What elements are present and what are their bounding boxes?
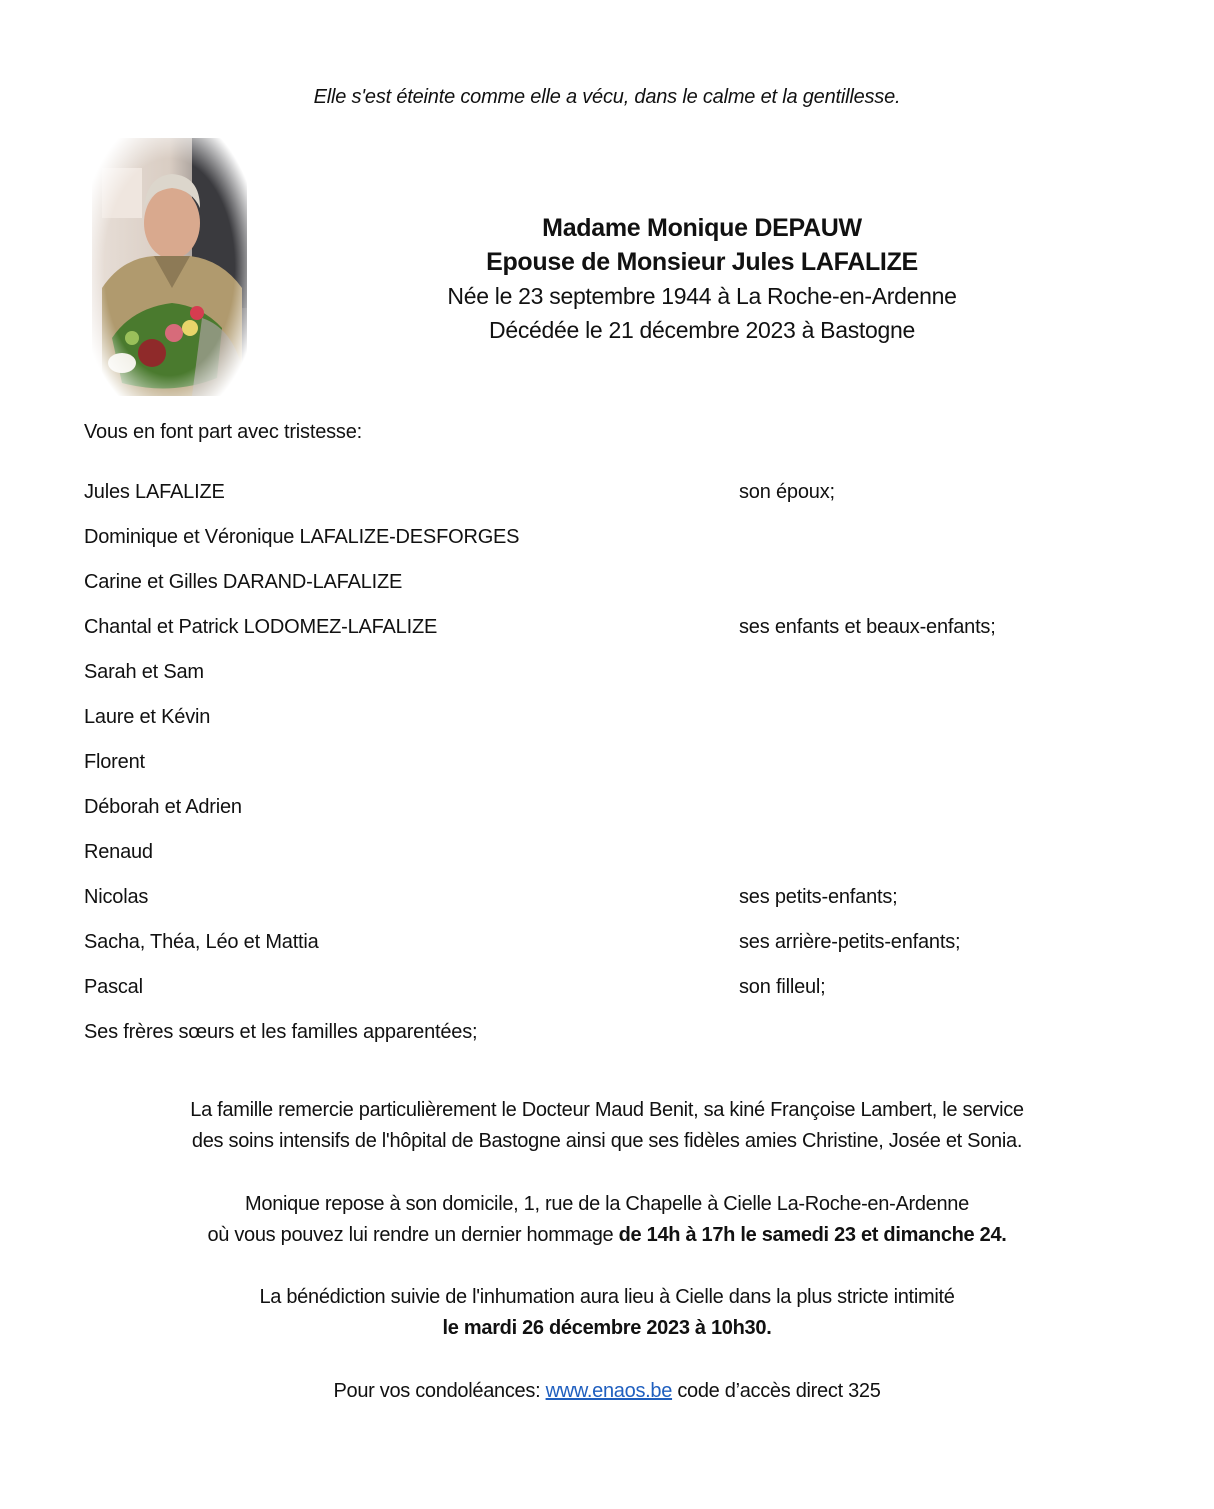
- condolences-link[interactable]: www.enaos.be: [545, 1380, 673, 1402]
- thanks-line-1: La famille remercie particulièrement le Docteur Maud Benit, sa kiné Françoise Lambert, le service: [190, 1099, 1024, 1121]
- family-relation: son filleul;: [739, 976, 826, 998]
- thanks-paragraph: [0, 1095, 1214, 1157]
- condolences-suffix: code d’accès direct 325: [672, 1380, 881, 1402]
- portrait-photo: [92, 138, 247, 396]
- wake-line-2-text: où vous pouvez lui rendre un dernier hommage: [207, 1224, 619, 1246]
- epigraph-quote: Elle s'est éteinte comme elle a vécu, dans le calme et la gentillesse.: [313, 86, 901, 108]
- death-line: Décédée le 21 décembre 2023 à Bastogne: [489, 317, 915, 343]
- family-relation: ses petits-enfants;: [739, 886, 898, 908]
- funeral-line-2: [0, 1313, 1214, 1344]
- family-row: [84, 706, 1134, 751]
- family-member-name: Dominique et Véronique LAFALIZE-DESFORGES: [84, 526, 520, 548]
- family-row: [84, 841, 1134, 886]
- family-member-name: Nicolas: [84, 886, 149, 908]
- family-member-name: Déborah et Adrien: [84, 796, 242, 818]
- family-list: [84, 481, 1134, 1066]
- birth-line: Née le 23 septembre 1944 à La Roche-en-Ardenne: [447, 283, 957, 309]
- family-row: [84, 526, 1134, 571]
- family-member-name: Pascal: [84, 976, 143, 998]
- family-member-name: Carine et Gilles DARAND-LAFALIZE: [84, 571, 403, 593]
- family-member-name: Chantal et Patrick LODOMEZ-LAFALIZE: [84, 616, 438, 638]
- family-relation: son époux;: [739, 481, 835, 503]
- family-member-name: Florent: [84, 751, 145, 773]
- announcement-intro: Vous en font part avec tristesse:: [84, 421, 362, 443]
- family-row: [84, 886, 1134, 931]
- family-member-name: Ses frères sœurs et les familles apparentées;: [84, 1021, 478, 1043]
- condolences-line: [0, 1376, 1214, 1407]
- family-row: [84, 481, 1134, 526]
- family-row: [84, 1021, 1134, 1066]
- family-relation: ses enfants et beaux-enfants;: [739, 616, 996, 638]
- family-row: [84, 931, 1134, 976]
- wake-line-2: [0, 1220, 1214, 1251]
- deceased-name: Madame Monique DEPAUW: [542, 214, 862, 242]
- deceased-header: [400, 211, 1004, 347]
- family-member-name: Renaud: [84, 841, 153, 863]
- family-relation: ses arrière-petits-enfants;: [739, 931, 961, 953]
- condolences-prefix: Pour vos condoléances:: [333, 1380, 546, 1402]
- funeral-paragraph: [0, 1282, 1214, 1344]
- wake-line-1: Monique repose à son domicile, 1, rue de la Chapelle à Cielle La-Roche-en-Ardenne: [245, 1193, 969, 1215]
- family-row: [84, 661, 1134, 706]
- family-row: [84, 751, 1134, 796]
- family-row: [84, 796, 1134, 841]
- family-member-name: Sacha, Théa, Léo et Mattia: [84, 931, 319, 953]
- family-row: [84, 616, 1134, 661]
- spouse-line: Epouse de Monsieur Jules LAFALIZE: [486, 248, 918, 276]
- family-row: [84, 571, 1134, 616]
- family-member-name: Laure et Kévin: [84, 706, 211, 728]
- funeral-date: le mardi 26 décembre 2023 à 10h30.: [442, 1317, 772, 1339]
- thanks-line-2: des soins intensifs de l'hôpital de Bastogne ainsi que ses fidèles amies Christine, Josée et Sonia.: [191, 1130, 1023, 1152]
- family-member-name: Jules LAFALIZE: [84, 481, 225, 503]
- family-member-name: Sarah et Sam: [84, 661, 204, 683]
- wake-paragraph: [0, 1189, 1214, 1251]
- funeral-line-1: La bénédiction suivie de l'inhumation aura lieu à Cielle dans la plus stricte intimité: [259, 1286, 955, 1308]
- wake-hours: de 14h à 17h le samedi 23 et dimanche 24.: [618, 1224, 1007, 1246]
- family-row: [84, 976, 1134, 1021]
